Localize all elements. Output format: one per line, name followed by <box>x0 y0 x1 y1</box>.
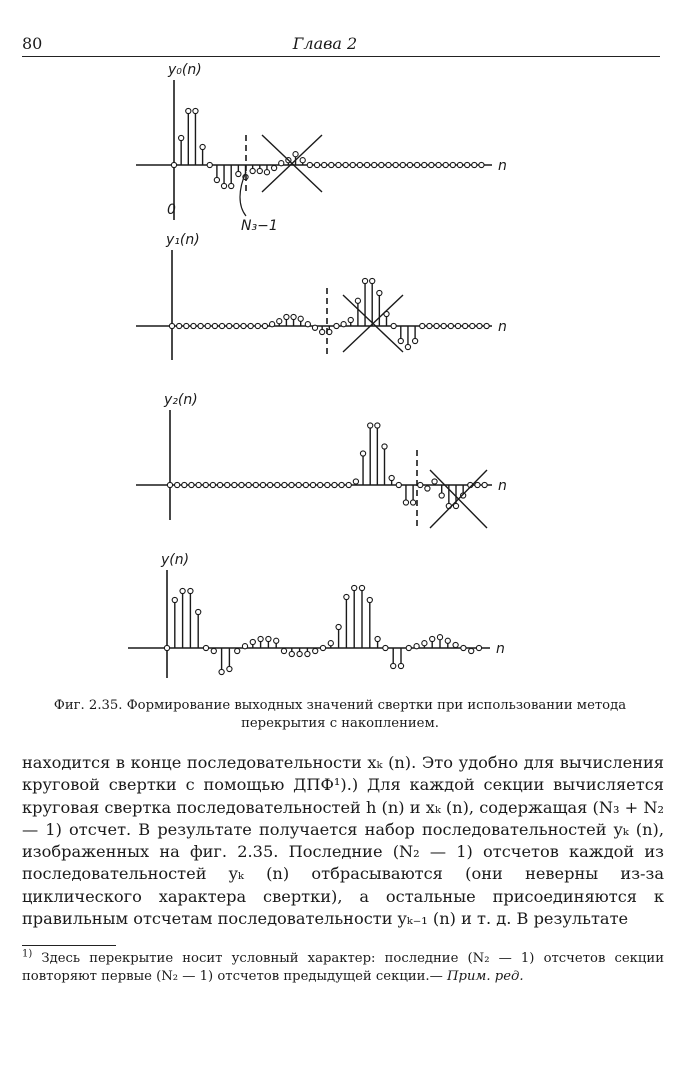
sample-point <box>450 162 455 167</box>
sample-point <box>470 323 475 328</box>
sample-point <box>172 597 177 602</box>
sample-point <box>472 162 477 167</box>
sample-point <box>203 482 208 487</box>
sample-point <box>257 168 262 173</box>
sample-point <box>420 323 425 328</box>
sample-point <box>196 482 201 487</box>
sample-point <box>234 323 239 328</box>
sample-point <box>413 338 418 343</box>
sample-point <box>296 482 301 487</box>
sample-point <box>422 162 427 167</box>
sample-point <box>229 183 234 188</box>
sample-point <box>461 645 466 650</box>
sample-point <box>203 645 208 650</box>
sample-point <box>422 641 427 646</box>
sample-point <box>284 314 289 319</box>
sample-point <box>196 609 201 614</box>
header-rule <box>22 56 660 57</box>
sample-point <box>320 329 325 334</box>
sample-point <box>232 482 237 487</box>
annotations <box>167 135 487 530</box>
sample-point <box>211 648 216 653</box>
editor-note: Прим. ред. <box>447 969 524 984</box>
sample-point <box>255 323 260 328</box>
sample-point <box>250 168 255 173</box>
sample-point <box>375 423 380 428</box>
sample-point <box>179 135 184 140</box>
sample-point <box>346 482 351 487</box>
sample-point <box>439 493 444 498</box>
sample-point <box>236 171 241 176</box>
sample-point <box>169 323 174 328</box>
sample-point <box>307 162 312 167</box>
sample-point <box>457 162 462 167</box>
sample-point <box>469 648 474 653</box>
sample-point <box>253 482 258 487</box>
sample-point <box>305 651 310 656</box>
panel-2 <box>136 392 507 520</box>
sample-point <box>250 639 255 644</box>
sample-point <box>314 162 319 167</box>
n-axis-label: n <box>498 158 507 174</box>
sample-point <box>189 482 194 487</box>
sample-point <box>200 144 205 149</box>
footnote-rule <box>22 945 116 946</box>
sample-point <box>227 666 232 671</box>
sample-point <box>282 482 287 487</box>
sample-point <box>482 482 487 487</box>
sample-point <box>352 585 357 590</box>
sample-point <box>398 663 403 668</box>
sample-point <box>225 482 230 487</box>
panel-label: y₁(n) <box>166 232 200 248</box>
sample-point <box>463 323 468 328</box>
sample-point <box>164 645 169 650</box>
sample-point <box>303 482 308 487</box>
sample-point <box>275 482 280 487</box>
sample-point <box>207 162 212 167</box>
sample-point <box>210 482 215 487</box>
sample-point <box>344 594 349 599</box>
sample-point <box>175 482 180 487</box>
sample-point <box>336 624 341 629</box>
marker-label: N₃−1 <box>241 218 278 234</box>
sample-point <box>445 638 450 643</box>
sample-point <box>441 323 446 328</box>
sample-point <box>205 323 210 328</box>
sample-point <box>436 162 441 167</box>
sample-point <box>364 162 369 167</box>
sample-point <box>479 162 484 167</box>
sample-point <box>227 323 232 328</box>
footnote <box>22 950 664 986</box>
sample-point <box>418 482 423 487</box>
figure-number: Фиг. 2.35. <box>53 698 123 713</box>
sample-point <box>403 500 408 505</box>
sample-point <box>320 645 325 650</box>
sample-point <box>298 316 303 321</box>
sample-point <box>357 162 362 167</box>
sample-point <box>322 162 327 167</box>
sample-point <box>476 645 481 650</box>
sample-point <box>258 636 263 641</box>
sample-point <box>310 482 315 487</box>
figure-2-35 <box>0 60 700 690</box>
sample-point <box>334 323 339 328</box>
sample-point <box>448 323 453 328</box>
sample-point <box>377 290 382 295</box>
sample-point <box>291 314 296 319</box>
sample-point <box>475 482 480 487</box>
sample-point <box>186 108 191 113</box>
panel-label: y₂(n) <box>164 392 198 408</box>
sample-point <box>406 645 411 650</box>
sample-point <box>289 651 294 656</box>
figure-caption <box>40 697 640 733</box>
n-axis-label: n <box>496 641 505 657</box>
sample-point <box>281 648 286 653</box>
sample-point <box>465 162 470 167</box>
sample-point <box>336 162 341 167</box>
sample-point <box>268 482 273 487</box>
sample-point <box>427 323 432 328</box>
panel-0 <box>136 62 507 220</box>
sample-point <box>262 323 267 328</box>
sample-point <box>188 588 193 593</box>
sample-point <box>382 444 387 449</box>
sample-point <box>214 177 219 182</box>
page-number: 80 <box>22 34 43 53</box>
sample-point <box>329 162 334 167</box>
figure-caption-text: Формирование выходных значений свертки при использовании метода перекрытия с накоплением. <box>126 698 627 731</box>
sample-point <box>193 108 198 113</box>
sample-point <box>235 648 240 653</box>
sample-point <box>289 482 294 487</box>
sample-point <box>318 482 323 487</box>
sample-point <box>400 162 405 167</box>
sample-point <box>325 482 330 487</box>
sample-point <box>429 162 434 167</box>
sample-point <box>393 162 398 167</box>
sample-point <box>312 325 317 330</box>
sample-point <box>177 323 182 328</box>
panel-3 <box>128 552 505 678</box>
sample-point <box>182 482 187 487</box>
sample-point <box>484 323 489 328</box>
sample-point <box>386 162 391 167</box>
sample-point <box>355 298 360 303</box>
sample-point <box>367 597 372 602</box>
sample-point <box>184 323 189 328</box>
sample-point <box>425 486 430 491</box>
sample-point <box>350 162 355 167</box>
sample-point <box>332 482 337 487</box>
panel-label: y(n) <box>161 552 190 568</box>
sample-point <box>219 323 224 328</box>
sample-point <box>221 183 226 188</box>
sample-point <box>353 479 358 484</box>
sample-point <box>305 322 310 327</box>
sample-point <box>432 479 437 484</box>
panel-label: y₀(n) <box>168 62 202 78</box>
sample-point <box>191 323 196 328</box>
sample-point <box>375 636 380 641</box>
sample-point <box>264 170 269 175</box>
sample-point <box>360 451 365 456</box>
sample-point <box>383 645 388 650</box>
sample-point <box>279 161 284 166</box>
sample-point <box>391 323 396 328</box>
sample-point <box>455 323 460 328</box>
sample-point <box>434 323 439 328</box>
sample-point <box>260 482 265 487</box>
body-paragraph: находится в конце последовательности xₖ (n). Это удобно для вычисления круговой свертки с помощью ДПФ¹).) Для каждой секции вычисляется круговая свертка последовательностей h (n) и xₖ (n), содержащая (N₃ + N₂ — 1) отсчет. В результате получается набор последовательностей yₖ (n), изображенных на фиг. 2.35. Последние (N₂ — 1) отсчетов каждой из последовательностей yₖ (n) отбрасываются (они неверны из-за циклического характера свертки), а остальные присоединяются к правильным отсчетам последовательности yₖ₋₁ (n) и т. д. В результате <box>22 753 665 929</box>
footnote-text: Здесь перекрытие носит условный характер: последние (N₂ — 1) отсчетов секции повторяют первые (N₂ — 1) отсчетов предыдущей секции.— <box>22 951 664 984</box>
sample-point <box>343 162 348 167</box>
sample-point <box>370 278 375 283</box>
sample-point <box>198 323 203 328</box>
sample-point <box>389 475 394 480</box>
sample-point <box>180 588 185 593</box>
n-axis-label: n <box>498 478 507 494</box>
sample-point <box>477 323 482 328</box>
sample-point <box>398 338 403 343</box>
sample-point <box>437 635 442 640</box>
sample-point <box>266 636 271 641</box>
sample-point <box>293 152 298 157</box>
sample-point <box>411 500 416 505</box>
sample-point <box>270 322 275 327</box>
sample-point <box>328 641 333 646</box>
sample-point <box>430 636 435 641</box>
sample-point <box>339 482 344 487</box>
sample-point <box>443 162 448 167</box>
sample-point <box>396 482 401 487</box>
sample-point <box>219 669 224 674</box>
sample-point <box>407 162 412 167</box>
body-text <box>22 752 664 930</box>
sample-point <box>241 323 246 328</box>
sample-point <box>372 162 377 167</box>
sample-point <box>415 162 420 167</box>
sample-point <box>359 585 364 590</box>
sample-point <box>274 638 279 643</box>
sample-point <box>313 648 318 653</box>
sample-point <box>348 317 353 322</box>
sample-point <box>391 663 396 668</box>
sample-point <box>414 644 419 649</box>
panel-1 <box>136 232 507 360</box>
running-head: Глава 2 <box>292 34 358 53</box>
sample-point <box>453 642 458 647</box>
sample-point <box>379 162 384 167</box>
sample-point <box>246 482 251 487</box>
sample-point <box>248 323 253 328</box>
sample-point <box>362 278 367 283</box>
origin-label: 0 <box>167 202 176 218</box>
sample-point <box>272 165 277 170</box>
sample-point <box>341 322 346 327</box>
sample-point <box>297 651 302 656</box>
sample-point <box>167 482 172 487</box>
sample-point <box>405 344 410 349</box>
sample-point <box>277 319 282 324</box>
sample-point <box>239 482 244 487</box>
sample-point <box>368 423 373 428</box>
sample-point <box>242 644 247 649</box>
sample-point <box>217 482 222 487</box>
sample-point <box>212 323 217 328</box>
n-axis-label: n <box>498 319 507 335</box>
footnote-mark: 1) <box>22 948 33 960</box>
sample-point <box>300 158 305 163</box>
sample-point <box>171 162 176 167</box>
